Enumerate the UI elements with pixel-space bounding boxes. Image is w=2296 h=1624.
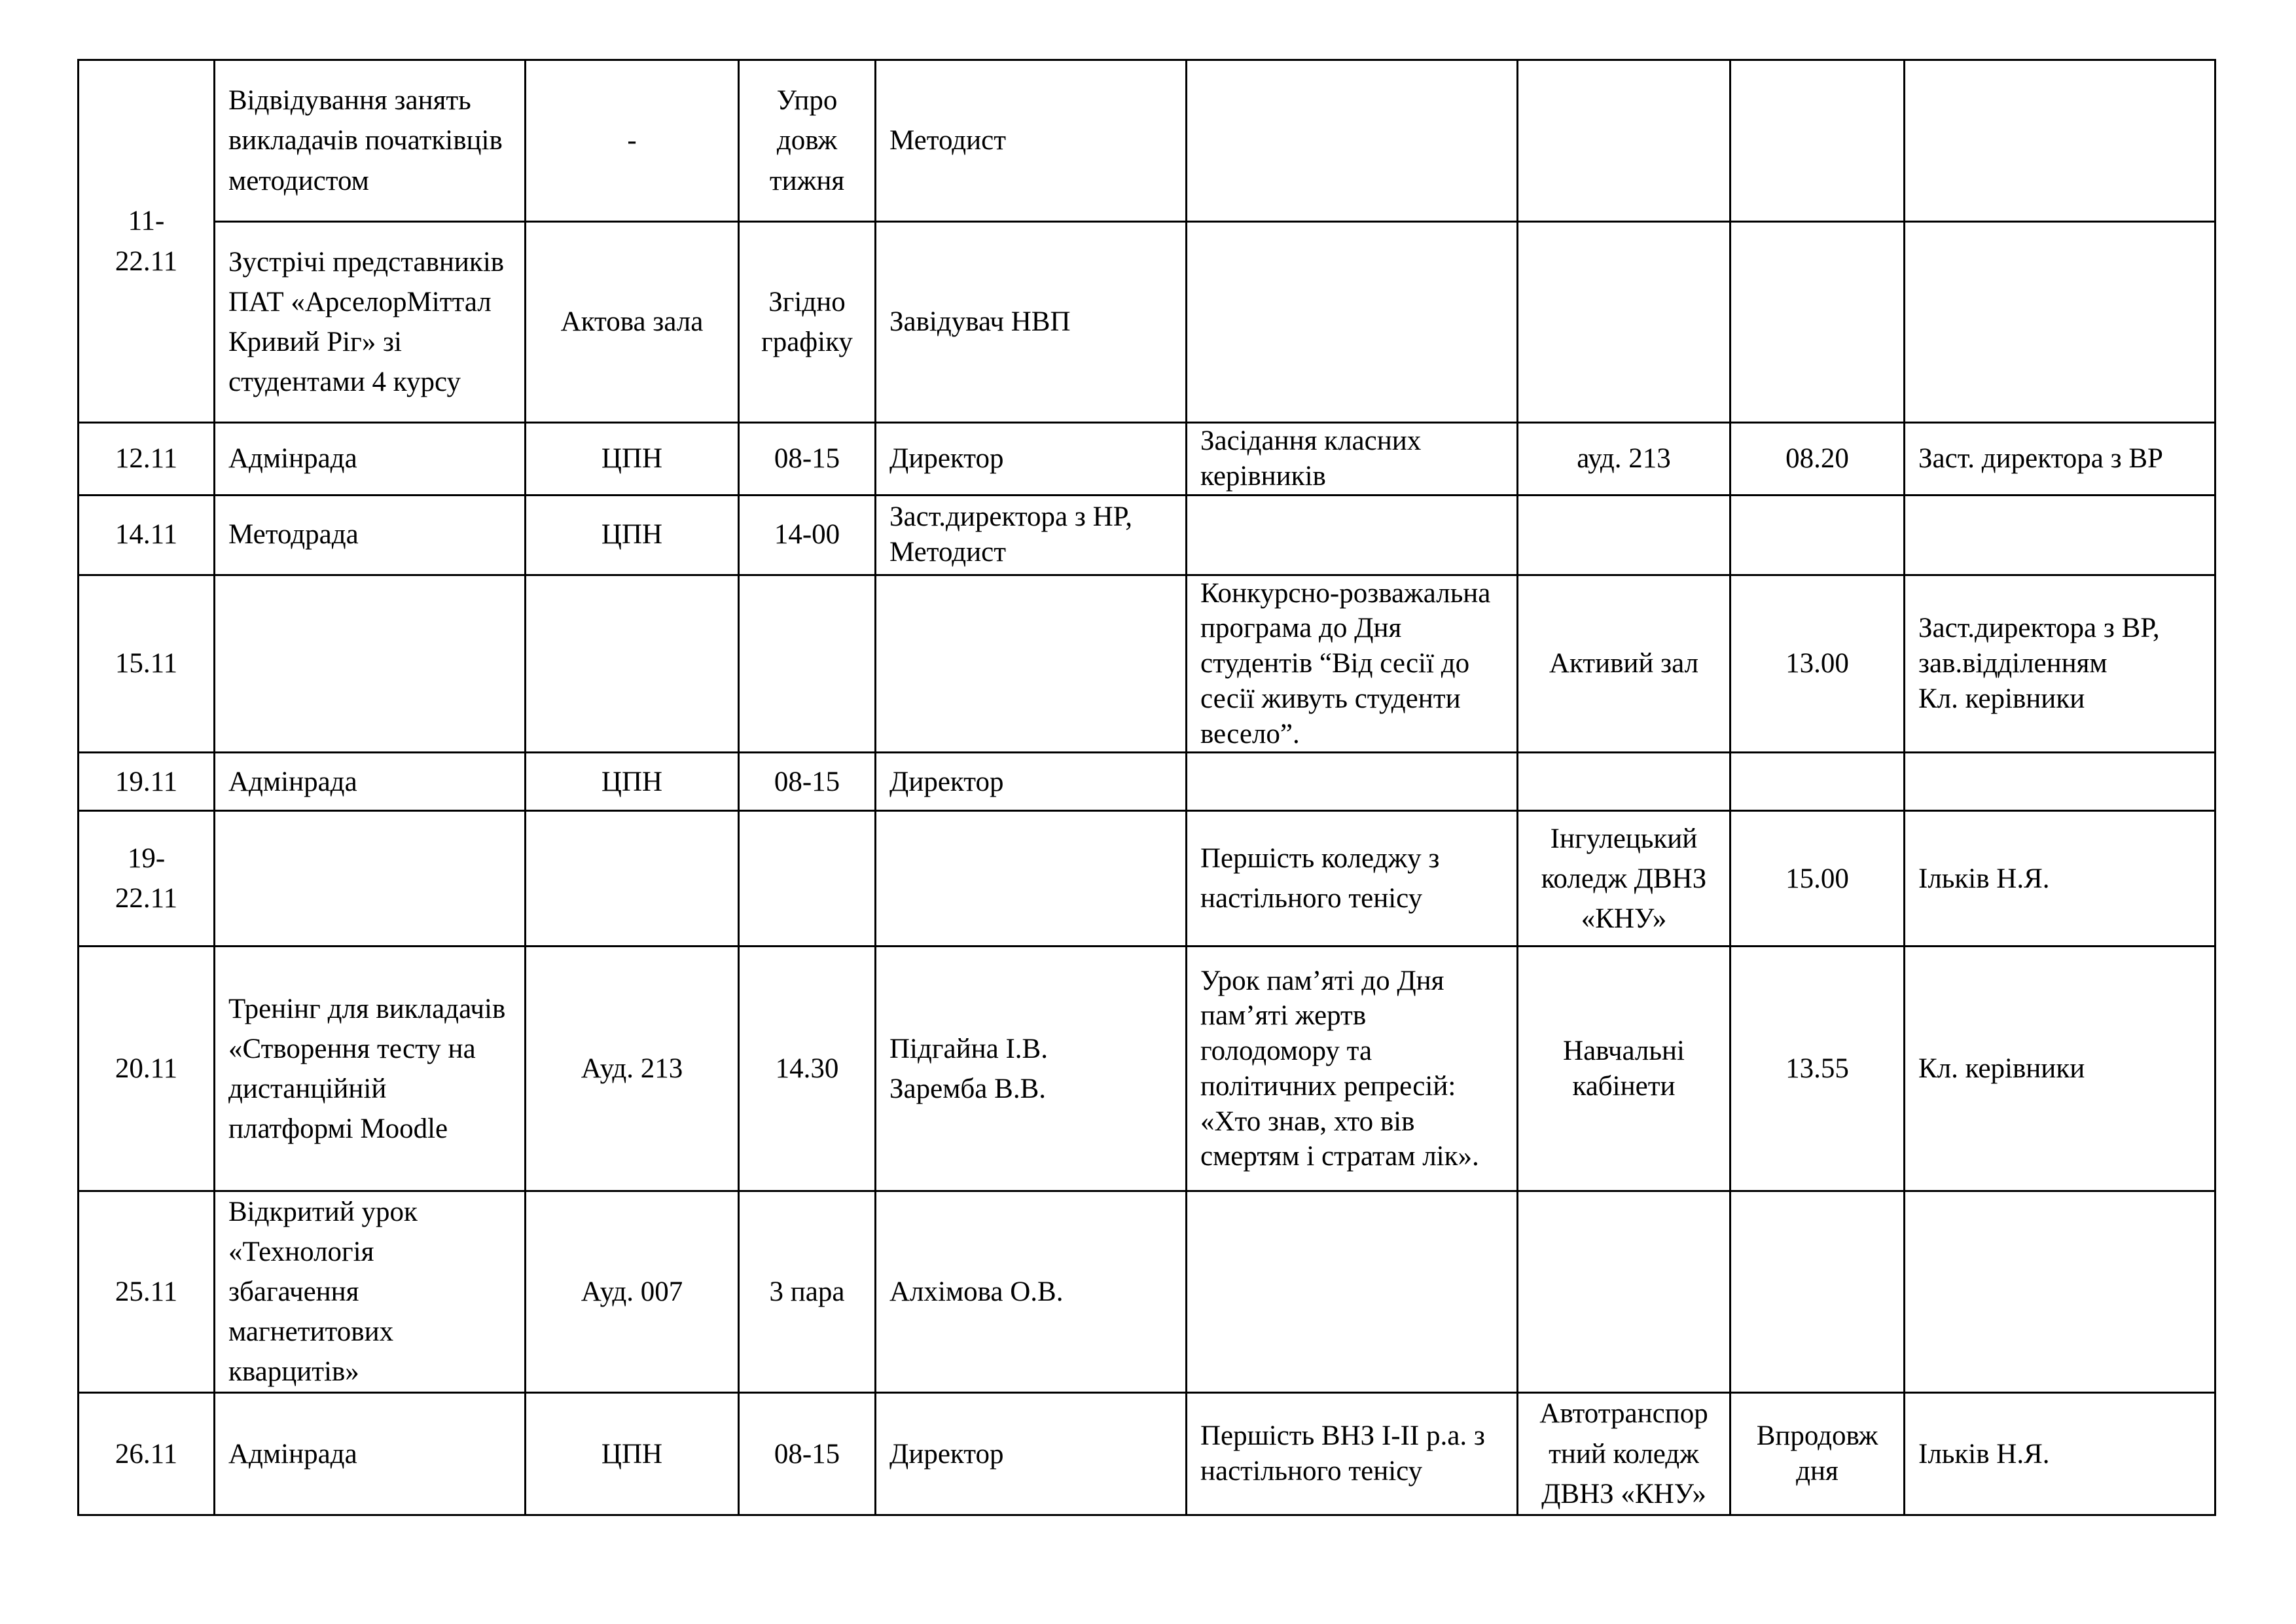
edu-responsible-cell	[1905, 495, 2215, 575]
method-responsible-cell: Методист	[876, 60, 1187, 222]
method-place-cell	[526, 811, 739, 947]
method-event-cell: Зустрічі представників ПАТ «АрселорМіттал Кривий Ріг» зі студентами 4 курсу	[215, 222, 526, 423]
method-time-cell: 08-15	[739, 423, 876, 496]
method-time-cell: Згідно графіку	[739, 222, 876, 423]
edu-event-cell	[1187, 60, 1518, 222]
method-time-cell	[739, 575, 876, 753]
method-time-cell: 14-00	[739, 495, 876, 575]
edu-event-cell: Урок пам’яті до Дня пам’яті жертв голодомору та політичних репресій: «Хто знав, хто вів смертям і стратам лік».	[1187, 947, 1518, 1191]
date-cell: 19- 22.11	[79, 811, 215, 947]
edu-place-cell	[1518, 1191, 1731, 1393]
method-responsible-cell: Заст.директора з НР, Методист	[876, 495, 1187, 575]
edu-event-cell	[1187, 1191, 1518, 1393]
edu-time-cell	[1731, 495, 1905, 575]
schedule-table	[77, 59, 2216, 1516]
edu-time-cell	[1731, 222, 1905, 423]
method-responsible-cell: Директор	[876, 423, 1187, 496]
edu-time-cell	[1731, 60, 1905, 222]
method-event-cell: Методрада	[215, 495, 526, 575]
edu-place-cell: ауд. 213	[1518, 423, 1731, 496]
edu-place-cell: Навчальні кабінети	[1518, 947, 1731, 1191]
edu-responsible-cell: Кл. керівники	[1905, 947, 2215, 1191]
date-cell: 12.11	[79, 423, 215, 496]
table-row	[79, 947, 2215, 1191]
edu-time-cell: 08.20	[1731, 423, 1905, 496]
method-time-cell	[739, 811, 876, 947]
method-place-cell: ЦПН	[526, 753, 739, 811]
method-responsible-cell: Алхімова О.В.	[876, 1191, 1187, 1393]
edu-place-cell: Автотранспор тний коледж ДВНЗ «КНУ»	[1518, 1393, 1731, 1515]
edu-responsible-cell	[1905, 60, 2215, 222]
edu-place-cell	[1518, 222, 1731, 423]
edu-event-cell	[1187, 753, 1518, 811]
table-row	[79, 423, 2215, 496]
table-row	[79, 495, 2215, 575]
edu-event-cell: Першість ВНЗ І-ІІ р.а. з настільного тенісу	[1187, 1393, 1518, 1515]
method-responsible-cell: Підгайна І.В. Заремба В.В.	[876, 947, 1187, 1191]
method-time-cell: 08-15	[739, 1393, 876, 1515]
table-row	[79, 575, 2215, 753]
method-place-cell: ЦПН	[526, 1393, 739, 1515]
edu-responsible-cell	[1905, 222, 2215, 423]
method-responsible-cell	[876, 575, 1187, 753]
edu-event-cell: Першість коледжу з настільного тенісу	[1187, 811, 1518, 947]
edu-place-cell: Активий зал	[1518, 575, 1731, 753]
method-time-cell: 08-15	[739, 753, 876, 811]
edu-place-cell	[1518, 60, 1731, 222]
edu-event-cell: Засідання класних керівників	[1187, 423, 1518, 496]
edu-event-cell	[1187, 495, 1518, 575]
method-event-cell: Адмінрада	[215, 753, 526, 811]
edu-time-cell: 15.00	[1731, 811, 1905, 947]
method-place-cell: ЦПН	[526, 423, 739, 496]
date-cell: 14.11	[79, 495, 215, 575]
table-row	[79, 1393, 2215, 1515]
method-place-cell	[526, 575, 739, 753]
table-row	[79, 811, 2215, 947]
edu-time-cell	[1731, 1191, 1905, 1393]
method-time-cell: 3 пара	[739, 1191, 876, 1393]
edu-time-cell: 13.55	[1731, 947, 1905, 1191]
table-row	[79, 753, 2215, 811]
date-cell: 20.11	[79, 947, 215, 1191]
method-event-cell	[215, 575, 526, 753]
method-responsible-cell: Директор	[876, 753, 1187, 811]
date-cell: 15.11	[79, 575, 215, 753]
method-event-cell	[215, 811, 526, 947]
edu-time-cell	[1731, 753, 1905, 811]
edu-responsible-cell	[1905, 1191, 2215, 1393]
edu-place-cell	[1518, 753, 1731, 811]
method-event-cell: Тренінг для викладачів «Створення тесту на дистанційній платформі Moodle	[215, 947, 526, 1191]
method-place-cell: Ауд. 213	[526, 947, 739, 1191]
edu-responsible-cell: Ільків Н.Я.	[1905, 811, 2215, 947]
edu-responsible-cell	[1905, 753, 2215, 811]
method-event-cell: Адмінрада	[215, 1393, 526, 1515]
method-place-cell: ЦПН	[526, 495, 739, 575]
method-responsible-cell	[876, 811, 1187, 947]
table-row	[79, 1191, 2215, 1393]
table-row	[79, 222, 2215, 423]
method-place-cell: -	[526, 60, 739, 222]
edu-responsible-cell: Заст. директора з ВР	[1905, 423, 2215, 496]
method-responsible-cell: Завідувач НВП	[876, 222, 1187, 423]
edu-responsible-cell: Заст.директора з ВР, зав.відділенням Кл. керівники	[1905, 575, 2215, 753]
edu-event-cell: Конкурсно-розважальна програма до Дня студентів “Від сесії до сесії живуть студенти весело”.	[1187, 575, 1518, 753]
method-event-cell: Відкритий урок «Технологія збагачення магнетитових кварцитів»	[215, 1191, 526, 1393]
edu-event-cell	[1187, 222, 1518, 423]
edu-time-cell: Впродовж дня	[1731, 1393, 1905, 1515]
method-event-cell: Відвідування занять викладачів початківців методистом	[215, 60, 526, 222]
edu-place-cell	[1518, 495, 1731, 575]
date-cell: 25.11	[79, 1191, 215, 1393]
method-place-cell: Актова зала	[526, 222, 739, 423]
edu-time-cell: 13.00	[1731, 575, 1905, 753]
method-time-cell: Упро довж тижня	[739, 60, 876, 222]
table-row	[79, 60, 2215, 222]
method-time-cell: 14.30	[739, 947, 876, 1191]
method-event-cell: Адмінрада	[215, 423, 526, 496]
date-cell: 26.11	[79, 1393, 215, 1515]
edu-place-cell: Інгулецький коледж ДВНЗ «КНУ»	[1518, 811, 1731, 947]
method-responsible-cell: Директор	[876, 1393, 1187, 1515]
edu-responsible-cell: Ільків Н.Я.	[1905, 1393, 2215, 1515]
date-cell: 11- 22.11	[79, 60, 215, 423]
method-place-cell: Ауд. 007	[526, 1191, 739, 1393]
date-cell: 19.11	[79, 753, 215, 811]
